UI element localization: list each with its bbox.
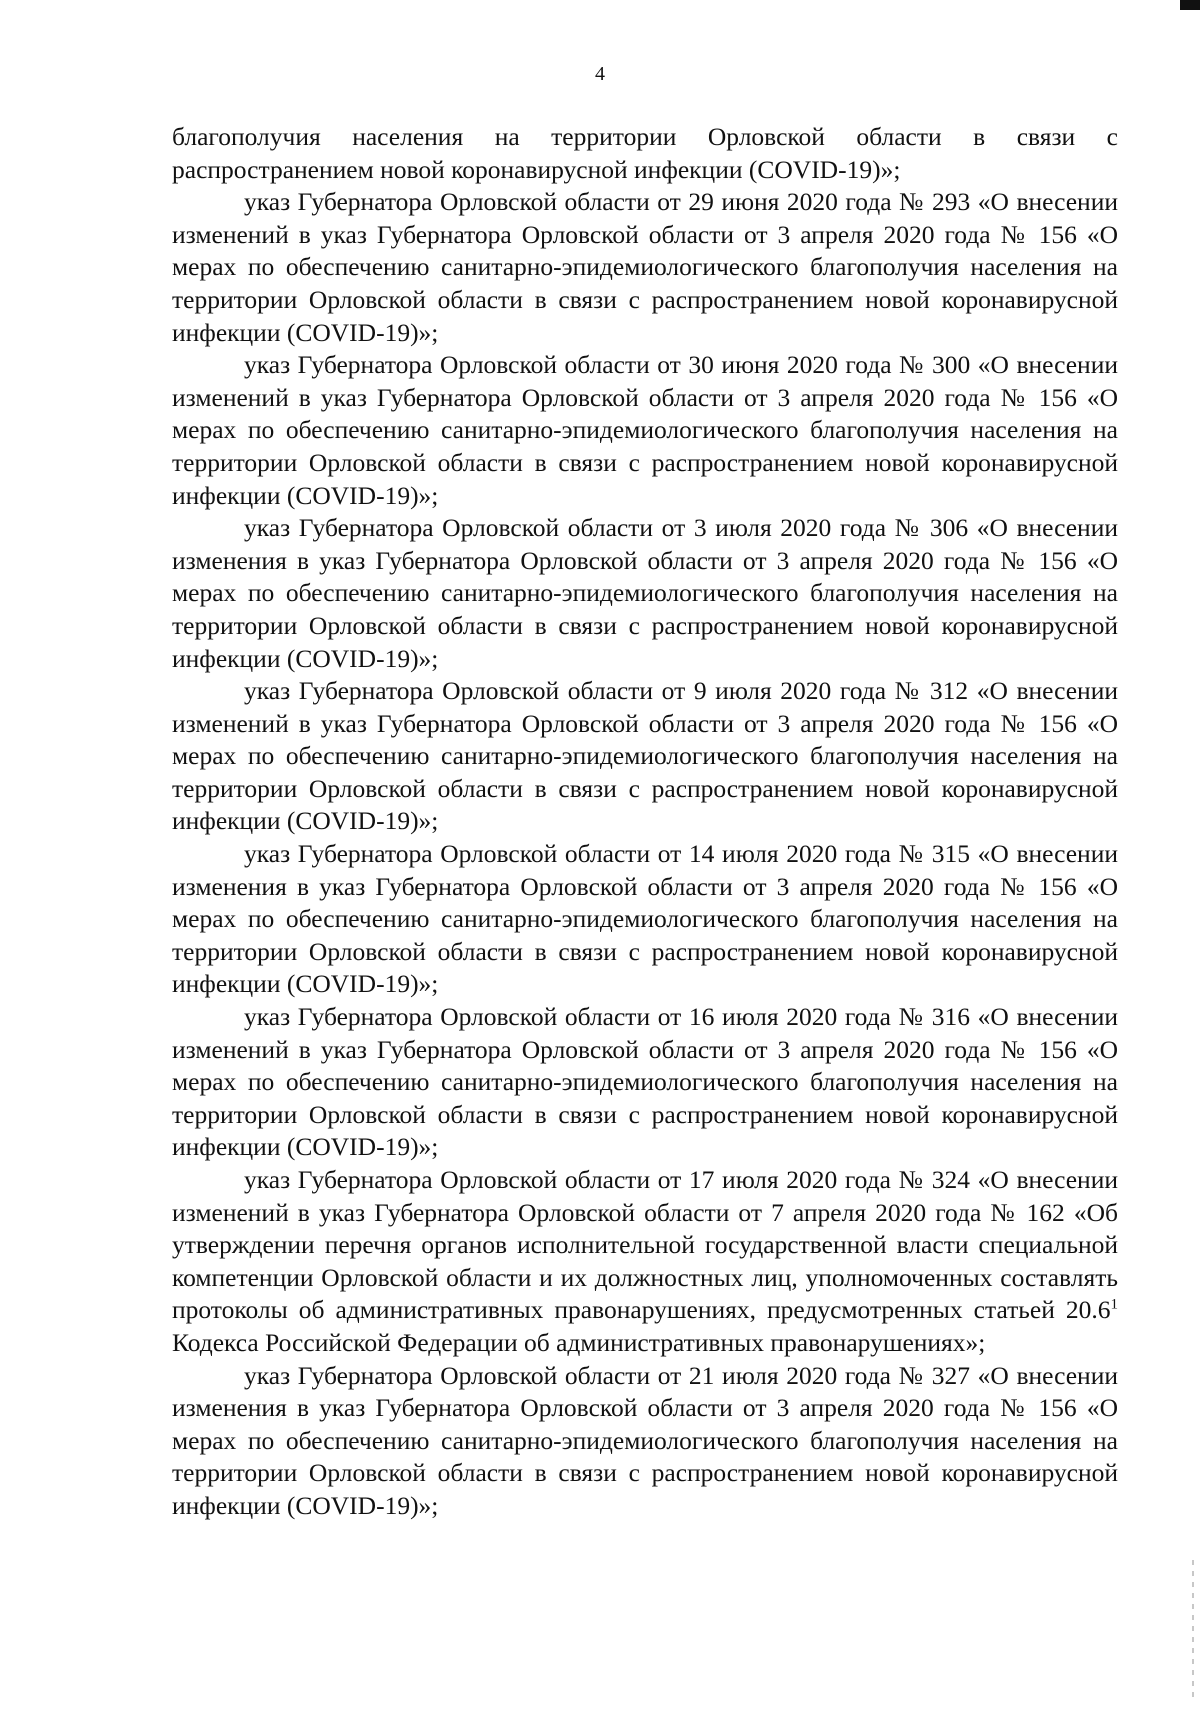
paragraph-decree-293: указ Губернатора Орловской области от 29 июня 2020 года № 293 «О внесении изменений в указ Губернатора Орловской области от 3 апреля 2020 года № 156 «О мерах по обеспечению санитарно-эпидемиологического благополучия населения на территории Орловской области в связи с распространением новой коронавирусной инфекции (COVID-19)»; [172,187,1118,347]
paragraph-decree-324-text: указ Губернатора Орловской области от 17 июля 2020 года № 324 «О внесении изменений в указ Губернатора Орловской области от 7 апреля 2020 года № 162 «Об утверждении перечня органов исполнительной государственной власти специальной компетенции Орловской области и их должностных лиц, уполномоченных составлять протоколы об административных правонарушениях, предусмотренных статьей 20.6 [172,1165,1118,1325]
paragraph-decree-315: указ Губернатора Орловской области от 14 июля 2020 года № 315 «О внесении изменения в указ Губернатора Орловской области от 3 апреля 2020 года № 156 «О мерах по обеспечению санитарно-эпидемиологического благополучия населения на территории Орловской области в связи с распространением новой коронавирусной инфекции (COVID-19)»; [172,839,1118,999]
page-number: 4 [595,63,605,85]
paragraph-decree-327: указ Губернатора Орловской области от 21 июля 2020 года № 327 «О внесении изменения в указ Губернатора Орловской области от 3 апреля 2020 года № 156 «О мерах по обеспечению санитарно-эпидемиологического благополучия населения на территории Орловской области в связи с распространением новой коронавирусной инфекции (COVID-19)»; [172,1360,1118,1520]
paragraph-decree-324-text-end: Кодекса Российской Федерации об административных правонарушениях»; [172,1327,986,1357]
paragraph-decree-316: указ Губернатора Орловской области от 16 июля 2020 года № 316 «О внесении изменений в указ Губернатора Орловской области от 3 апреля 2020 года № 156 «О мерах по обеспечению санитарно-эпидемиологического благополучия населения на территории Орловской области в связи с распространением новой коронавирусной инфекции (COVID-19)»; [172,1002,1118,1162]
paragraph-decree-312: указ Губернатора Орловской области от 9 июля 2020 года № 312 «О внесении изменений в указ Губернатора Орловской области от 3 апреля 2020 года № 156 «О мерах по обеспечению санитарно-эпидемиологического благополучия населения на территории Орловской области в связи с распространением новой коронавирусной инфекции (COVID-19)»; [172,676,1118,836]
scan-edge-artifact [1192,1560,1194,1700]
superscript-footnote: 1 [1110,1296,1118,1313]
paragraph-decree-306: указ Губернатора Орловской области от 3 июля 2020 года № 306 «О внесении изменения в указ Губернатора Орловской области от 3 апреля 2020 года № 156 «О мерах по обеспечению санитарно-эпидемиологического благополучия населения на территории Орловской области в связи с распространением новой коронавирусной инфекции (COVID-19)»; [172,513,1118,673]
scan-corner-mark [1180,0,1200,10]
paragraph-decree-300: указ Губернатора Орловской области от 30 июня 2020 года № 300 «О внесении изменений в указ Губернатора Орловской области от 3 апреля 2020 года № 156 «О мерах по обеспечению санитарно-эпидемиологического благополучия населения на территории Орловской области в связи с распространением новой коронавирусной инфекции (COVID-19)»; [172,350,1118,510]
paragraph-continuation: благополучия населения на территории Орловской области в связи с распространением новой коронавирусной инфекции (COVID-19)»; [172,122,1118,184]
paragraph-decree-324 [172,1164,1118,1360]
document-body [172,121,1118,1523]
